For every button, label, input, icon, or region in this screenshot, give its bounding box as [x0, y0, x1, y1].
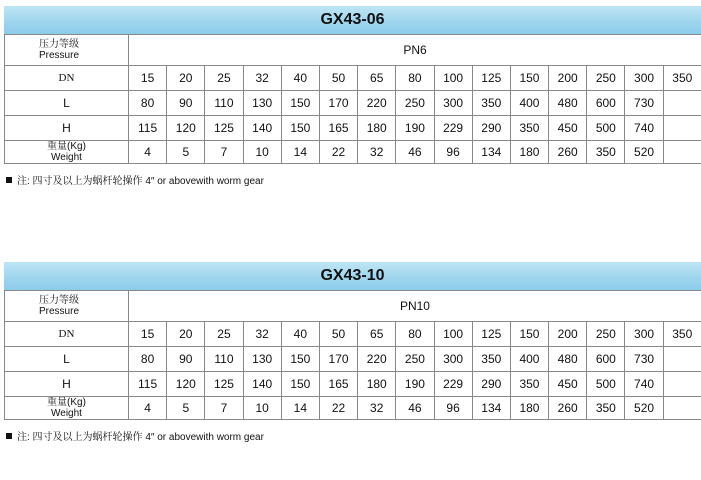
note-text: 注: 四寸及以上为蜗杆轮操作 4″ or abovewith worm gear [17, 176, 264, 187]
weight-value-cell: 10 [243, 141, 281, 164]
weight-value-cell: 520 [625, 397, 663, 420]
h-value-cell: 165 [319, 116, 357, 141]
weight-value-cell: 22 [319, 141, 357, 164]
pressure-label-en: Pressure [39, 50, 80, 61]
dn-value-cell: 150 [510, 322, 548, 347]
weight-value-cell: 32 [358, 141, 396, 164]
h-value-cell: 150 [281, 372, 319, 397]
l-row [5, 347, 701, 372]
h-row [5, 372, 701, 397]
pressure-label-cn: 压力等级 [39, 295, 79, 306]
l-value-cell: 250 [396, 91, 434, 116]
l-value-cell: 150 [281, 91, 319, 116]
l-value-cell: 400 [510, 91, 548, 116]
h-value-cell [663, 372, 701, 397]
weight-value-cell: 134 [472, 141, 510, 164]
h-label: H [5, 116, 129, 141]
weight-label-en: Weight [51, 152, 82, 163]
l-value-cell: 400 [510, 347, 548, 372]
l-value-cell: 480 [549, 91, 587, 116]
weight-row [5, 397, 701, 420]
weight-value-cell: 5 [167, 141, 205, 164]
l-value-cell: 220 [358, 347, 396, 372]
h-value-cell: 125 [205, 116, 243, 141]
l-value-cell: 220 [358, 91, 396, 116]
weight-value-cell: 4 [129, 141, 167, 164]
h-value-cell: 180 [358, 372, 396, 397]
dn-value-cell: 15 [129, 66, 167, 91]
weight-value-cell [663, 141, 701, 164]
h-value-cell: 115 [129, 372, 167, 397]
dn-value-cell: 350 [663, 66, 701, 91]
l-label: L [5, 347, 129, 372]
h-value-cell: 190 [396, 116, 434, 141]
spec-table [4, 290, 701, 420]
pressure-value: PN6 [129, 35, 701, 66]
pressure-label-cell [5, 35, 129, 66]
section-title: GX43-10 [4, 262, 701, 290]
h-value-cell: 350 [510, 116, 548, 141]
dn-value-cell: 40 [281, 322, 319, 347]
h-row [5, 116, 701, 141]
l-value-cell: 300 [434, 347, 472, 372]
dn-value-cell: 65 [358, 66, 396, 91]
l-value-cell: 130 [243, 347, 281, 372]
weight-value-cell: 22 [319, 397, 357, 420]
l-value-cell: 730 [625, 91, 663, 116]
weight-value-cell: 46 [396, 397, 434, 420]
pressure-label-cell [5, 291, 129, 322]
weight-value-cell: 96 [434, 397, 472, 420]
weight-value-cell: 134 [472, 397, 510, 420]
dn-value-cell: 50 [319, 322, 357, 347]
dn-value-cell: 25 [205, 66, 243, 91]
dn-value-cell: 300 [625, 66, 663, 91]
l-value-cell: 300 [434, 91, 472, 116]
l-value-cell: 600 [587, 347, 625, 372]
spec-section-gx43-10 [4, 262, 701, 443]
weight-value-cell: 350 [587, 397, 625, 420]
weight-value-cell: 180 [510, 397, 548, 420]
h-value-cell: 115 [129, 116, 167, 141]
l-value-cell: 730 [625, 347, 663, 372]
dn-value-cell: 250 [587, 66, 625, 91]
h-value-cell: 350 [510, 372, 548, 397]
weight-value-cell: 46 [396, 141, 434, 164]
dn-value-cell: 65 [358, 322, 396, 347]
spec-table [4, 34, 701, 164]
dn-value-cell: 25 [205, 322, 243, 347]
l-value-cell [663, 347, 701, 372]
dn-value-cell: 32 [243, 322, 281, 347]
bullet-square-icon [6, 177, 12, 183]
h-value-cell: 165 [319, 372, 357, 397]
dn-value-cell: 20 [167, 66, 205, 91]
h-value-cell: 740 [625, 372, 663, 397]
h-value-cell: 229 [434, 116, 472, 141]
l-value-cell: 90 [167, 347, 205, 372]
dn-value-cell: 80 [396, 66, 434, 91]
dn-value-cell: 100 [434, 66, 472, 91]
dn-value-cell: 200 [549, 322, 587, 347]
l-value-cell: 170 [319, 347, 357, 372]
dn-value-cell: 32 [243, 66, 281, 91]
section-title: GX43-06 [4, 6, 701, 34]
h-value-cell: 740 [625, 116, 663, 141]
dn-value-cell: 20 [167, 322, 205, 347]
weight-value-cell: 350 [587, 141, 625, 164]
l-value-cell: 110 [205, 91, 243, 116]
dn-value-cell: 50 [319, 66, 357, 91]
weight-label-en: Weight [51, 408, 82, 419]
pressure-label-en: Pressure [39, 306, 80, 317]
weight-value-cell: 520 [625, 141, 663, 164]
weight-label-cell [5, 141, 129, 164]
h-value-cell: 180 [358, 116, 396, 141]
dn-label: DN [5, 66, 129, 91]
l-value-cell: 110 [205, 347, 243, 372]
l-value-cell: 250 [396, 347, 434, 372]
h-value-cell: 500 [587, 372, 625, 397]
dn-value-cell: 150 [510, 66, 548, 91]
h-value-cell: 229 [434, 372, 472, 397]
h-value-cell: 290 [472, 116, 510, 141]
h-label: H [5, 372, 129, 397]
weight-value-cell: 14 [281, 397, 319, 420]
weight-value-cell: 7 [205, 397, 243, 420]
weight-value-cell: 14 [281, 141, 319, 164]
h-value-cell: 150 [281, 116, 319, 141]
pressure-value: PN10 [129, 291, 701, 322]
l-value-cell: 480 [549, 347, 587, 372]
h-value-cell: 290 [472, 372, 510, 397]
weight-value-cell: 96 [434, 141, 472, 164]
dn-value-cell: 250 [587, 322, 625, 347]
h-value-cell: 125 [205, 372, 243, 397]
pressure-row [5, 35, 701, 66]
h-value-cell: 450 [549, 372, 587, 397]
dn-value-cell: 350 [663, 322, 701, 347]
l-value-cell: 80 [129, 91, 167, 116]
h-value-cell: 120 [167, 116, 205, 141]
dn-value-cell: 40 [281, 66, 319, 91]
h-value-cell: 140 [243, 116, 281, 141]
spec-section-gx43-06 [4, 6, 701, 187]
weight-value-cell: 180 [510, 141, 548, 164]
l-value-cell [663, 91, 701, 116]
weight-value-cell [663, 397, 701, 420]
weight-value-cell: 260 [549, 141, 587, 164]
weight-value-cell: 32 [358, 397, 396, 420]
weight-label-cn: 重量(Kg) [47, 141, 86, 152]
l-value-cell: 150 [281, 347, 319, 372]
l-value-cell: 600 [587, 91, 625, 116]
l-value-cell: 90 [167, 91, 205, 116]
l-label: L [5, 91, 129, 116]
l-value-cell: 350 [472, 91, 510, 116]
h-value-cell: 190 [396, 372, 434, 397]
bullet-square-icon [6, 433, 12, 439]
h-value-cell: 500 [587, 116, 625, 141]
weight-value-cell: 4 [129, 397, 167, 420]
weight-value-cell: 260 [549, 397, 587, 420]
pressure-label-cn: 压力等级 [39, 39, 79, 50]
dn-label: DN [5, 322, 129, 347]
note [4, 428, 701, 443]
pressure-row [5, 291, 701, 322]
l-value-cell: 350 [472, 347, 510, 372]
dn-value-cell: 125 [472, 322, 510, 347]
note [4, 172, 701, 187]
weight-label-cell [5, 397, 129, 420]
note-text: 注: 四寸及以上为蜗杆轮操作 4″ or abovewith worm gear [17, 432, 264, 443]
weight-label-cn: 重量(Kg) [47, 397, 86, 408]
weight-value-cell: 7 [205, 141, 243, 164]
dn-value-cell: 80 [396, 322, 434, 347]
dn-row [5, 322, 701, 347]
dn-value-cell: 200 [549, 66, 587, 91]
weight-row [5, 141, 701, 164]
dn-value-cell: 100 [434, 322, 472, 347]
h-value-cell: 140 [243, 372, 281, 397]
l-value-cell: 130 [243, 91, 281, 116]
l-value-cell: 80 [129, 347, 167, 372]
l-row [5, 91, 701, 116]
l-value-cell: 170 [319, 91, 357, 116]
weight-value-cell: 5 [167, 397, 205, 420]
h-value-cell: 120 [167, 372, 205, 397]
h-value-cell: 450 [549, 116, 587, 141]
h-value-cell [663, 116, 701, 141]
dn-row [5, 66, 701, 91]
dn-value-cell: 125 [472, 66, 510, 91]
dn-value-cell: 15 [129, 322, 167, 347]
dn-value-cell: 300 [625, 322, 663, 347]
weight-value-cell: 10 [243, 397, 281, 420]
